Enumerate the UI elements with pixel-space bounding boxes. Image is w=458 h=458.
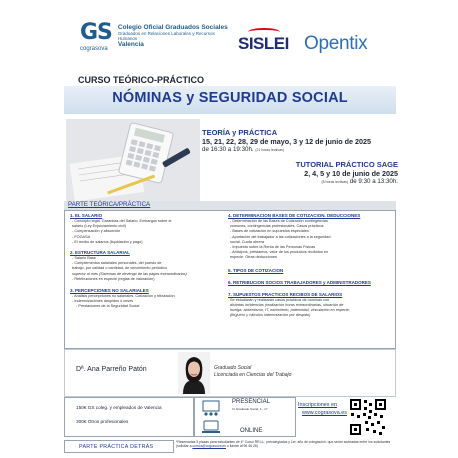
section-2-body: [70, 256, 225, 282]
gs-line2: Graduados en Relaciones Laborales y Recursos Humanos: [117, 31, 215, 41]
theory-dates: 15, 21, 22, 28, 29 de mayo, 3 y 12 de junio de 2025: [202, 137, 372, 146]
footnote-line1: *Reservadas 5 plazas para estudiantes de 4º Curso RR.LL. precolegiados y 1er. año de colegiación,: [176, 440, 327, 444]
s1-line: - FOGASA: [72, 234, 91, 239]
s3-line: - Indemnizaciones despidos o ceses: [72, 299, 134, 304]
s1-line: salario (Ley Enjuiciamiento civil): [72, 224, 127, 229]
s7-line: distintas incidencias (realización horas extraordinarias, situación de: [230, 302, 344, 307]
theory-hours: (21 horas lectivas): [255, 148, 284, 152]
tutorial-schedule: [258, 160, 398, 186]
section-5-title: 5. TIPOS DE COTIZACION: [228, 267, 284, 273]
s4-line: social. Cuota obrera: [230, 239, 264, 244]
tutorial-time: [258, 178, 398, 186]
section-1-body: [70, 219, 225, 245]
sislei-logo: [238, 34, 289, 54]
instructor-role-1: Graduado Social: [214, 365, 252, 371]
theory-schedule: [202, 128, 398, 154]
section-4-body: [228, 219, 394, 261]
s4-line: - Bases de cotización en supuestos especiales: [230, 229, 309, 234]
signup-label: Inscripciones en: [298, 402, 337, 408]
section-4-title: 4. DETERMINACION BASES DE COTIZACION. DEDUCCIONES: [228, 213, 361, 218]
tutorial-title: TUTORIAL PRÁCTICO SAGE: [295, 160, 398, 169]
theory-time: [202, 146, 398, 154]
price-box: [64, 397, 194, 437]
section-3-body: [70, 294, 225, 310]
section-2-title: 2. ESTRUCTURA SALARIAL: [70, 250, 130, 256]
s1-line: - El recibo de salarios (liquidación y pago): [72, 239, 143, 244]
s4-line: especie. Otras deducciones: [230, 255, 277, 260]
footnote-line3: o llamar al 96 46 26): [226, 444, 258, 449]
gs-sub: cograsova: [80, 46, 108, 52]
s7-line: huelga, absentismo, IT, nacimiento, paternidad, vinculación en especie,: [230, 308, 350, 313]
mode-address: C/ Graduado Social, 1 - 17: [232, 407, 268, 411]
s4-line: - Determinación de las Bases de Cotización contingencias: [230, 219, 328, 223]
mode-presencial: PRESENCIAL: [232, 399, 271, 405]
section-1-title: 1. EL SALARIO: [70, 213, 103, 218]
opentix-logo: Opentix: [304, 33, 368, 54]
s4-line: - Anticipos, préstamos, valor de los productos recibidos en: [230, 250, 329, 255]
footnote-line2: que serán sorteadas entre los solicitantes (solicitar a: [176, 440, 391, 449]
part-title: PARTE TEÓRICA/PRÁCTICA: [68, 201, 151, 208]
section-7-title: 7. SUPUESTOS PRACTICOS RECIBOS DE SALARIOS: [228, 291, 343, 297]
instructor-portrait: [178, 352, 210, 394]
s2-line: - Complementos salariales personales, del puesto de: [72, 261, 162, 266]
signup-link[interactable]: www.cograsova.es: [302, 410, 347, 416]
gs-line3: Valencia: [117, 41, 144, 48]
classroom-icon: [200, 399, 222, 417]
qr-code-icon[interactable]: [348, 397, 388, 437]
main-title: NÓMINAS y SEGURIDAD SOCIAL: [112, 90, 348, 106]
sislei-text: SISLEI: [238, 34, 289, 53]
mode-online: ONLINE: [240, 428, 263, 434]
s2-line: superior al mes (Sistemas de devengo de las pagas extraordinarias): [72, 271, 187, 276]
footnote: [176, 440, 396, 449]
part-header: [64, 201, 396, 210]
practice-part-label: PARTE PRÁCTICA DETRÁS: [79, 444, 154, 450]
cograsova-logo: [80, 22, 228, 49]
practice-part-button[interactable]: [64, 440, 174, 453]
instructor-role-2: Licenciada en Ciencias del Trabajo: [214, 372, 292, 378]
price-others: 300€ Otros profesionales: [76, 419, 129, 424]
section-3-title: 3. PERCEPCIONES NO SALARIALES: [70, 288, 149, 294]
s2-line: - Salario Base: [72, 256, 96, 261]
instructor-name: Dª. Ana Parreño Patón: [76, 366, 147, 373]
section-6-title: 6. RETRIBUCION SOCIOS TRABAJADORES y ADMINISTRADORES: [228, 279, 371, 285]
theory-title: TEORÍA y PRÁCTICA: [202, 128, 278, 137]
footnote-email[interactable]: cursos@cograsova.es: [192, 444, 227, 449]
tutorial-time-text: de 9:30 a 13:30h.: [349, 178, 398, 185]
program-left-column: [70, 211, 225, 310]
instructor-avatar: [178, 352, 210, 394]
s3-line: - Prestaciones de la Seguridad Social: [76, 304, 140, 309]
course-label: CURSO TEÓRICO-PRÁCTICO: [78, 75, 204, 85]
s1-line: - Compensación y absorción: [72, 229, 121, 234]
s4-line: - Aportación del trabajador a las cotizaciones a la seguridad: [230, 234, 331, 239]
s1-line: - Concepto legal. Garantías del Salario. Embargos sobre el: [72, 219, 172, 223]
tutorial-hours: (8 horas lectivas): [321, 180, 349, 184]
price-members: 150€ GS coleg. y empleados de Valencia: [76, 405, 162, 410]
s3-line: - Análisis percepciones no salariales. Cotización y tributación: [72, 294, 175, 299]
desk-photo: [66, 119, 200, 201]
s4-line: - Impuesto sobre la Renta de las Personas Físicas: [230, 245, 316, 250]
tutorial-dates: 2, 4, 5 y 10 de junio de 2025: [304, 169, 398, 178]
laptop-icon: [200, 419, 222, 435]
theory-time-text: de 16:30 a 19:30h.: [202, 146, 254, 153]
s2-line: trabajo, por calidad o cantidad, de vencimiento periódico: [72, 266, 167, 271]
s2-line: - Retribuciones en especie (reglas de valoración): [72, 276, 155, 281]
gs-text: [118, 24, 228, 49]
s7-line: Se estudiarán y realizarán casos prácticos de nóminas con: [230, 297, 330, 302]
gs-mark: GS: [80, 20, 112, 45]
sislei-swoosh-icon: [248, 28, 280, 36]
s7-line: (fin)juicio y cálculos indemnización por despido): [230, 313, 311, 318]
s4-line: comunes, contingencias profesionales. Casos prácticos: [230, 224, 324, 229]
program-right-column: [228, 211, 394, 318]
calculator-desk-image: [66, 119, 200, 201]
section-7-body: [228, 298, 394, 319]
gs-line1: Colegio Oficial Graduados Sociales: [117, 24, 228, 31]
